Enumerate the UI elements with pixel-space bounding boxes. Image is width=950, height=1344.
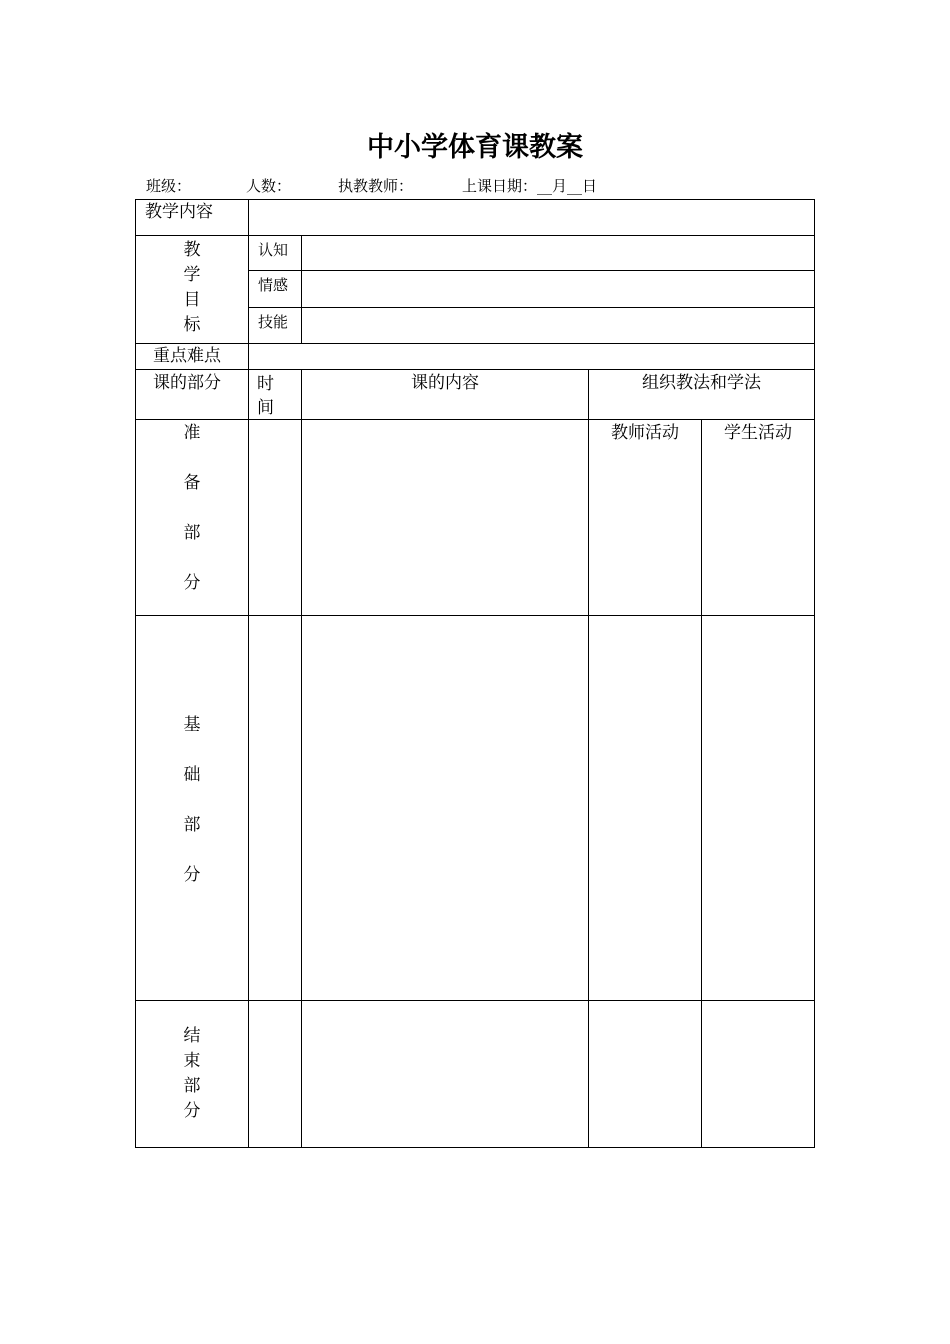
goal-skill-label: 技能 [258, 313, 289, 331]
prep-section-label: 准 备 部 分 [183, 423, 201, 593]
end-section-label: 结 束 部 分 [183, 1026, 201, 1121]
column-divider [301, 369, 302, 1148]
key-points-label: 重点难点 [153, 346, 221, 366]
teaching-goals-label: 教 学 目 标 [183, 240, 201, 335]
date-label: 上课日期：__月__日 [462, 177, 598, 195]
column-divider [701, 419, 702, 1148]
table-border-bottom [135, 1147, 815, 1148]
row-divider [135, 343, 815, 344]
teacher-label: 执教教师： [338, 177, 414, 195]
teacher-activity-header: 教师活动 [611, 423, 679, 443]
goal-cognition-label: 认知 [258, 241, 289, 259]
teaching-content-label: 教学内容 [145, 202, 213, 222]
column-divider [248, 199, 249, 1148]
student-activity-header: 学生活动 [724, 423, 792, 443]
row-divider [248, 270, 815, 271]
section-column-header: 课的部分 [153, 373, 221, 393]
content-column-header: 课的内容 [411, 373, 479, 393]
row-divider [135, 419, 815, 420]
class-label: 班级： [146, 177, 192, 195]
column-divider [301, 235, 302, 343]
column-divider [588, 369, 589, 1148]
method-column-header: 组织教法和学法 [642, 373, 761, 393]
time-column-header: 时 间 [257, 374, 274, 418]
table-border-right [814, 199, 815, 1148]
page-title: 中小学体育课教案 [367, 132, 583, 163]
row-divider [135, 369, 815, 370]
table-border-left [135, 199, 136, 1148]
row-divider [135, 615, 815, 616]
row-divider [135, 1000, 815, 1001]
count-label: 人数： [246, 177, 292, 195]
table-border-top [135, 199, 815, 200]
row-divider [248, 307, 815, 308]
goal-emotion-label: 情感 [258, 276, 289, 294]
row-divider [135, 235, 815, 236]
basic-section-label: 基 础 部 分 [183, 715, 201, 885]
